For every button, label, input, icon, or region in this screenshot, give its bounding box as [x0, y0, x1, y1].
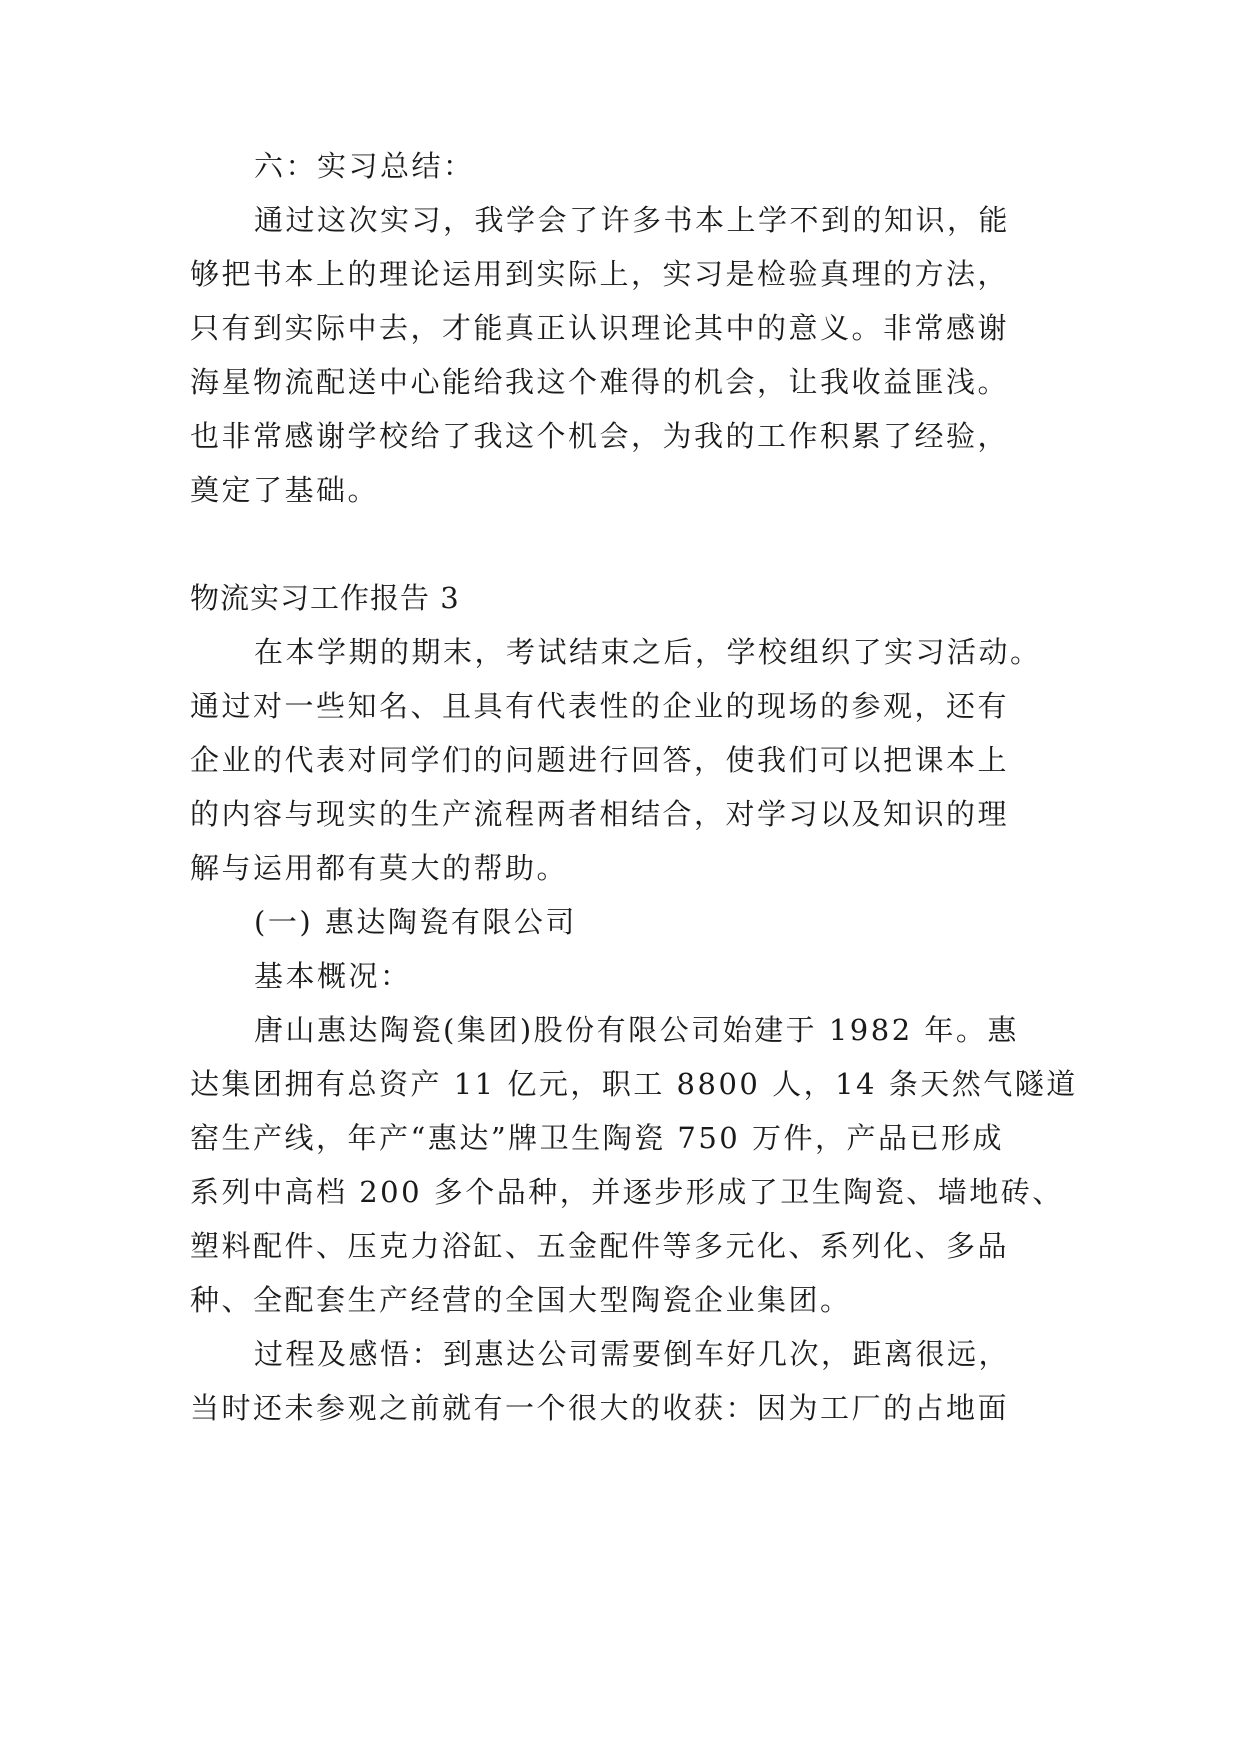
overview-label: 基本概况： [254, 959, 412, 993]
section-six-heading: 六：实习总结： [254, 149, 475, 183]
report-intro-line: 企业的代表对同学们的问题进行回答，使我们可以把课本上 [190, 743, 1010, 777]
overview-line: 系列中高档 200 多个品种，并逐步形成了卫生陶瓷、墙地砖、 [190, 1175, 1064, 1209]
section-six-line: 通过这次实习，我学会了许多书本上学不到的知识，能 [254, 203, 1011, 237]
report-title: 物流实习工作报告 3 [190, 581, 460, 615]
overview-line: 窑生产线，年产“惠达”牌卫生陶瓷 750 万件，产品已形成 [190, 1121, 1004, 1155]
process-line: 当时还未参观之前就有一个很大的收获：因为工厂的占地面 [190, 1391, 1010, 1425]
report-intro-line: 在本学期的期末，考试结束之后，学校组织了实习活动。 [254, 635, 1042, 669]
overview-line: 达集团拥有总资产 11 亿元，职工 8800 人，14 条天然气隧道 [190, 1067, 1078, 1101]
process-line: 过程及感悟：到惠达公司需要倒车好几次，距离很远， [254, 1337, 1011, 1371]
report-intro-line: 解与运用都有莫大的帮助。 [190, 851, 569, 885]
section-six-line: 海星物流配送中心能给我这个难得的机会，让我收益匪浅。 [190, 365, 1010, 399]
section-six-line: 也非常感谢学校给了我这个机会，为我的工作积累了经验， [190, 419, 1010, 453]
section-six-line: 够把书本上的理论运用到实际上，实习是检验真理的方法， [190, 257, 1010, 291]
overview-line: 种、全配套生产经营的全国大型陶瓷企业集团。 [190, 1283, 852, 1317]
section-six-line: 奠定了基础。 [190, 473, 380, 507]
report-intro-line: 通过对一些知名、且具有代表性的企业的现场的参观，还有 [190, 689, 1010, 723]
overview-line: 唐山惠达陶瓷(集团)股份有限公司始建于 1982 年。惠 [254, 1013, 1019, 1047]
overview-line: 塑料配件、压克力浴缸、五金配件等多元化、系列化、多品 [190, 1229, 1010, 1263]
report-intro-line: 的内容与现实的生产流程两者相结合，对学习以及知识的理 [190, 797, 1010, 831]
company-heading: (一) 惠达陶瓷有限公司 [254, 905, 577, 939]
section-six-line: 只有到实际中去，才能真正认识理论其中的意义。非常感谢 [190, 311, 1010, 345]
